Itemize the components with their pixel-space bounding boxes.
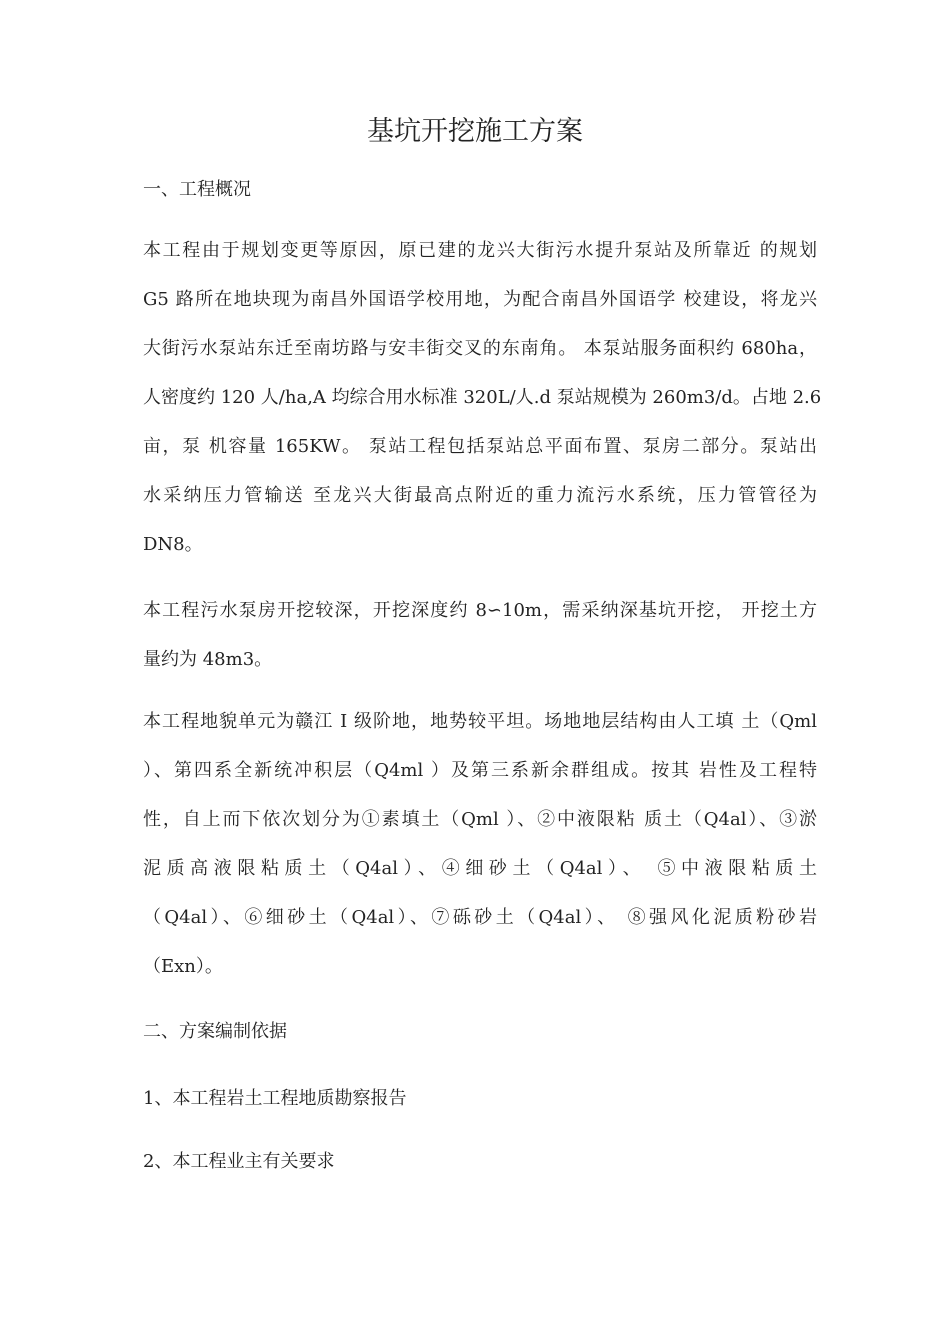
list-item-owner-requirements: 2、本工程业主有关要求 [143,1151,335,1172]
paragraph-excavation-depth [143,586,817,684]
paragraph-line: 本工程由于规划变更等原因，原已建的龙兴大街污水提升泵站及所靠近 的规划 [143,240,817,261]
paragraph-line: 性，自上而下依次划分为①素填土（Qml ）、②中液限粘 质土（Q4al）、③淤 [143,809,817,830]
paragraph-line: 量约为 48m3。 [143,649,273,670]
paragraph-line: G5 路所在地块现为南昌外国语学校用地，为配合南昌外国语学 校建设，将龙兴 [143,289,817,310]
paragraph-line: （Exn）。 [143,956,223,977]
paragraph-line: DN8。 [143,534,203,555]
paragraph-geology [143,697,817,991]
paragraph-line: 泥质高液限粘质土（Q4al）、④细砂土（Q4al）、 ⑤中液限粘质土 [143,858,817,879]
paragraph-line: 本工程地貌单元为赣江 I 级阶地，地势较平坦。场地地层结构由人工填 土（Qml [143,711,817,732]
paragraph-line: 本工程污水泵房开挖较深，开挖深度约 8∽10m，需采纳深基坑开挖， 开挖土方 [143,600,817,621]
paragraph-line: 水采纳压力管输送 至龙兴大街最高点附近的重力流污水系统，压力管管径为 [143,485,817,506]
paragraph-line: ）、第四系全新统冲积层（Q4ml ）及第三系新余群组成。按其 岩性及工程特 [143,760,817,781]
paragraph-line: 大街污水泵站东迁至南坊路与安丰街交叉的东南角。 本泵站服务面积约 680ha， [143,338,817,359]
paragraph-line: 人密度约 120 人/ha,A 均综合用水标准 320L/人.d 泵站规模为 260m3/d。占地 2.6 [143,387,822,408]
paragraph-line: （Q4al）、⑥细砂土（Q4al）、⑦砾砂土（Q4al）、 ⑧强风化泥质粉砂岩 [143,907,817,928]
paragraph-project-background [143,226,822,569]
paragraph-line: 亩，泵 机容量 165KW。 泵站工程包括泵站总平面布置、泵房二部分。泵站出 [143,436,817,457]
list-item-geology-report: 1、本工程岩土工程地质勘察报告 [143,1088,407,1109]
section-heading-basis: 二、方案编制依据 [143,1021,287,1042]
document-title: 基坑开挖施工方案 [367,116,583,147]
section-heading-project-overview: 一、工程概况 [143,179,251,200]
